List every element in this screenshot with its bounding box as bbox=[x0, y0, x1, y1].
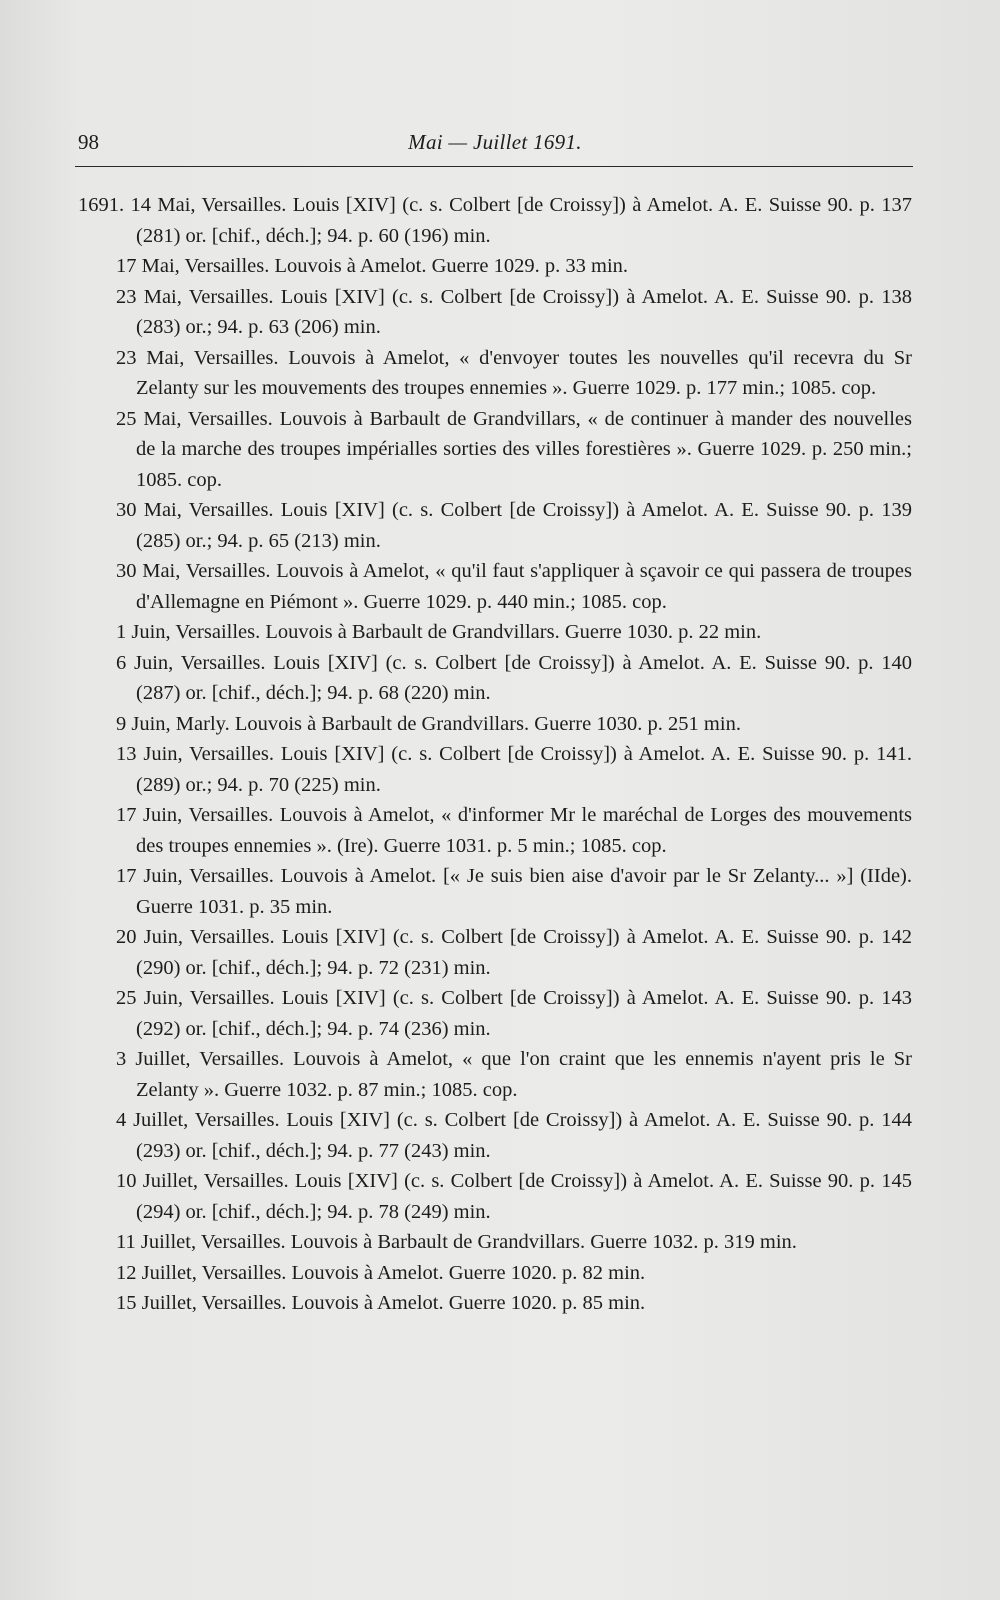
list-item: 15 Juillet, Versailles. Louvois à Amelot. Guerre 1020. p. 85 min. bbox=[116, 1292, 646, 1314]
page-header bbox=[78, 130, 912, 164]
list-item: 10 Juillet, Versailles. Louis [XIV] (c. s. Colbert [de Croissy]) à Amelot. A. E. Suisse 90. p. 145 (294) or. [chif., déch.]; 94. p. 78 (249) min. bbox=[116, 1170, 912, 1223]
list-item: 6 Juin, Versailles. Louis [XIV] (c. s. Colbert [de Croissy]) à Amelot. A. E. Suisse 90. p. 140 (287) or. [chif., déch.]; 94. p. 68 (220) min. bbox=[116, 651, 912, 704]
list-item: 23 Mai, Versailles. Louvois à Amelot, « d'envoyer toutes les nouvelles qu'il recevra du Sr Zelanty sur les mouvements des troupes ennemies ». Guerre 1029. p. 177 min.; 1085. cop. bbox=[116, 346, 912, 399]
list-item: 3 Juillet, Versailles. Louvois à Amelot, « que l'on craint que les ennemis n'ayent pris le Sr Zelanty ». Guerre 1032. p. 87 min.; 1085. cop. bbox=[116, 1048, 912, 1101]
list-item: 25 Mai, Versailles. Louvois à Barbault de Grandvillars, « de continuer à mander des nouvelles de la marche des troupes impérialles sorties des villes forestières ». Guerre 1029. p. 250 min.; 1085. cop. bbox=[116, 407, 912, 491]
running-title: Mai — Juillet 1691. bbox=[408, 130, 582, 154]
list-item: 11 Juillet, Versailles. Louvois à Barbault de Grandvillars. Guerre 1032. p. 319 min. bbox=[116, 1231, 797, 1253]
list-item: 4 Juillet, Versailles. Louis [XIV] (c. s. Colbert [de Croissy]) à Amelot. A. E. Suisse 90. p. 144 (293) or. [chif., déch.]; 94. p. 77 (243) min. bbox=[116, 1109, 912, 1162]
list-item: 9 Juin, Marly. Louvois à Barbault de Grandvillars. Guerre 1030. p. 251 min. bbox=[116, 712, 741, 735]
list-item: 17 Mai, Versailles. Louvois à Amelot. Guerre 1029. p. 33 min. bbox=[116, 255, 629, 277]
list-item: 13 Juin, Versailles. Louis [XIV] (c. s. Colbert [de Croissy]) à Amelot. A. E. Suisse 90. p. 141. (289) or.; 94. p. 70 (225) min. bbox=[116, 743, 912, 796]
list-item: 17 Juin, Versailles. Louvois à Amelot. [« Je suis bien aise d'avoir par le Sr Zelanty... »] (IIde). Guerre 1031. p. 35 min. bbox=[116, 865, 912, 918]
list-item: 25 Juin, Versailles. Louis [XIV] (c. s. Colbert [de Croissy]) à Amelot. A. E. Suisse 90. p. 143 (292) or. [chif., déch.]; 94. p. 74 (236) min. bbox=[116, 987, 912, 1040]
list-item: 1691. 14 Mai, Versailles. Louis [XIV] (c. s. Colbert [de Croissy]) à Amelot. A. E. Suisse 90. p. 137 (281) or. [chif., déch.]; 94. p. 60 (196) min. bbox=[78, 194, 912, 247]
list-item: 17 Juin, Versailles. Louvois à Amelot, « d'informer Mr le maréchal de Lorges des mouvements des troupes ennemies ». (Ire). Guerre 1031. p. 5 min.; 1085. cop. bbox=[116, 804, 912, 857]
list-item: 1 Juin, Versailles. Louvois à Barbault de Grandvillars. Guerre 1030. p. 22 min. bbox=[116, 621, 762, 643]
entry-list bbox=[78, 190, 912, 1319]
page-number: 98 bbox=[78, 130, 99, 154]
list-item: 23 Mai, Versailles. Louis [XIV] (c. s. Colbert [de Croissy]) à Amelot. A. E. Suisse 90. p. 138 (283) or.; 94. p. 63 (206) min. bbox=[116, 285, 912, 338]
list-item: 30 Mai, Versailles. Louvois à Amelot, « qu'il faut s'appliquer à sçavoir ce qui passera de troupes d'Allemagne en Piémont ». Guerre 1029. p. 440 min.; 1085. cop. bbox=[116, 560, 912, 613]
list-item: 20 Juin, Versailles. Louis [XIV] (c. s. Colbert [de Croissy]) à Amelot. A. E. Suisse 90. p. 142 (290) or. [chif., déch.]; 94. p. 72 (231) min. bbox=[116, 926, 912, 979]
list-item: 12 Juillet, Versailles. Louvois à Amelot. Guerre 1020. p. 82 min. bbox=[116, 1261, 646, 1284]
list-item: 30 Mai, Versailles. Louis [XIV] (c. s. Colbert [de Croissy]) à Amelot. A. E. Suisse 90. p. 139 (285) or.; 94. p. 65 (213) min. bbox=[116, 499, 912, 552]
header-rule bbox=[75, 166, 913, 167]
